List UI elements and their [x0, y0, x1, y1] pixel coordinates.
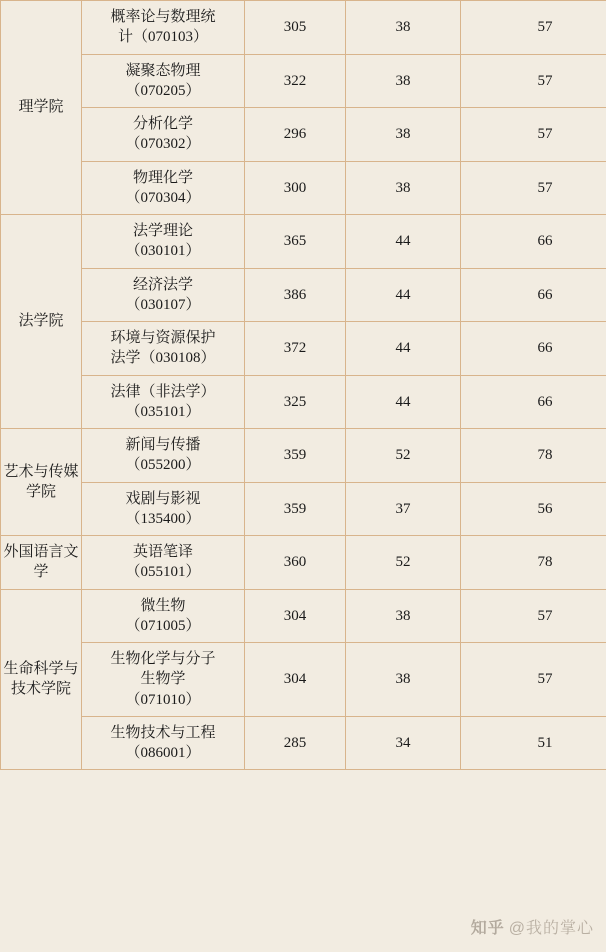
single-large-cell: 78: [461, 429, 606, 483]
table-row: [1, 536, 606, 590]
major-name: 环境与资源保护: [110, 330, 216, 346]
single-small-cell: 52: [346, 429, 461, 483]
major-name: 微生物: [140, 597, 186, 614]
major-cell: [82, 482, 245, 536]
single-large-cell: 78: [461, 536, 606, 590]
watermark: [471, 915, 594, 938]
single-small-cell: 44: [346, 375, 461, 429]
total-score-cell: 304: [245, 589, 346, 643]
major-name: 法学理论: [132, 223, 193, 239]
total-score-cell: 304: [245, 643, 346, 717]
major-cell: [82, 215, 245, 269]
table-row: [1, 322, 606, 376]
major-cell: [82, 643, 245, 717]
single-small-cell: 38: [346, 161, 461, 215]
major-cell: [82, 716, 245, 770]
major-name: 戏剧与影视: [125, 490, 201, 507]
major-code: （071010）: [125, 691, 201, 708]
major-code: （055101）: [125, 564, 201, 581]
major-code: （071005）: [125, 617, 201, 634]
single-small-cell: 38: [346, 643, 461, 717]
major-cell: [82, 161, 245, 215]
single-large-cell: 57: [461, 161, 606, 215]
single-large-cell: 51: [461, 716, 606, 770]
total-score-cell: 359: [245, 429, 346, 483]
major-code: （055200）: [125, 457, 201, 474]
single-small-cell: 38: [346, 1, 461, 55]
table-row: [1, 589, 606, 643]
single-large-cell: 57: [461, 1, 606, 55]
table-row: [1, 429, 606, 483]
table-row: [1, 482, 606, 536]
total-score-cell: 296: [245, 108, 346, 162]
total-score-cell: 285: [245, 716, 346, 770]
total-score-cell: 372: [245, 322, 346, 376]
major-code: （030107）: [125, 296, 201, 313]
major-code: （030101）: [125, 243, 201, 260]
major-cell: [82, 54, 245, 108]
major-code: （135400）: [125, 510, 201, 527]
table-row: [1, 54, 606, 108]
major-name: 新闻与传播: [125, 437, 201, 453]
major-name: 经济法学: [132, 276, 193, 293]
major-code: 计（070103）: [117, 29, 208, 46]
single-large-cell: 66: [461, 268, 606, 322]
single-small-cell: 38: [346, 108, 461, 162]
college-cell: 外国语言文学: [1, 536, 82, 590]
table-row: [1, 108, 606, 162]
table-row: [1, 643, 606, 717]
table-row: [1, 1, 606, 55]
single-small-cell: 38: [346, 589, 461, 643]
total-score-cell: 300: [245, 161, 346, 215]
table-row: [1, 375, 606, 429]
major-cell: [82, 429, 245, 483]
major-name: 英语笔译: [132, 544, 193, 560]
major-name: 概率论与数理统: [110, 9, 216, 25]
single-small-cell: 38: [346, 54, 461, 108]
college-cell: 法学院: [1, 215, 82, 429]
single-large-cell: 57: [461, 108, 606, 162]
major-name: 凝聚态物理: [125, 62, 201, 79]
total-score-cell: 359: [245, 482, 346, 536]
single-large-cell: 56: [461, 482, 606, 536]
single-large-cell: 66: [461, 375, 606, 429]
major-cell: [82, 1, 245, 55]
major-name-cont: 生物学: [140, 671, 186, 688]
single-small-cell: 44: [346, 268, 461, 322]
major-code: （070205）: [125, 82, 201, 99]
total-score-cell: 322: [245, 54, 346, 108]
total-score-cell: 365: [245, 215, 346, 269]
major-name: 生物技术与工程: [110, 724, 216, 741]
single-large-cell: 57: [461, 643, 606, 717]
single-large-cell: 66: [461, 322, 606, 376]
single-small-cell: 34: [346, 716, 461, 770]
single-large-cell: 57: [461, 589, 606, 643]
major-code: （070304）: [125, 189, 201, 206]
major-code: （035101）: [125, 403, 201, 420]
single-small-cell: 44: [346, 215, 461, 269]
total-score-cell: 325: [245, 375, 346, 429]
major-code: （086001）: [125, 745, 201, 761]
major-name: 分析化学: [132, 116, 193, 132]
single-large-cell: 66: [461, 215, 606, 269]
single-large-cell: 57: [461, 54, 606, 108]
single-small-cell: 37: [346, 482, 461, 536]
table-row: [1, 268, 606, 322]
major-code: 法学（030108）: [110, 350, 216, 367]
table-row: [1, 215, 606, 269]
college-cell: 生命科学与技术学院: [1, 589, 82, 770]
major-cell: [82, 268, 245, 322]
watermark-site: 知乎: [470, 920, 505, 937]
watermark-user: @我的掌心: [508, 920, 594, 937]
major-name: 物理化学: [132, 169, 193, 186]
single-small-cell: 44: [346, 322, 461, 376]
table-row: [1, 161, 606, 215]
major-cell: [82, 536, 245, 590]
single-small-cell: 52: [346, 536, 461, 590]
major-cell: [82, 108, 245, 162]
major-cell: [82, 589, 245, 643]
table-body: [1, 1, 606, 770]
table-row: [1, 716, 606, 770]
total-score-cell: 305: [245, 1, 346, 55]
major-code: （070302）: [125, 136, 201, 153]
major-name: 生物化学与分子: [110, 651, 216, 667]
total-score-cell: 386: [245, 268, 346, 322]
total-score-cell: 360: [245, 536, 346, 590]
major-cell: [82, 375, 245, 429]
major-name: 法律（非法学）: [110, 383, 216, 400]
major-cell: [82, 322, 245, 376]
college-cell: 理学院: [1, 1, 82, 215]
college-cell: 艺术与传媒学院: [1, 429, 82, 536]
